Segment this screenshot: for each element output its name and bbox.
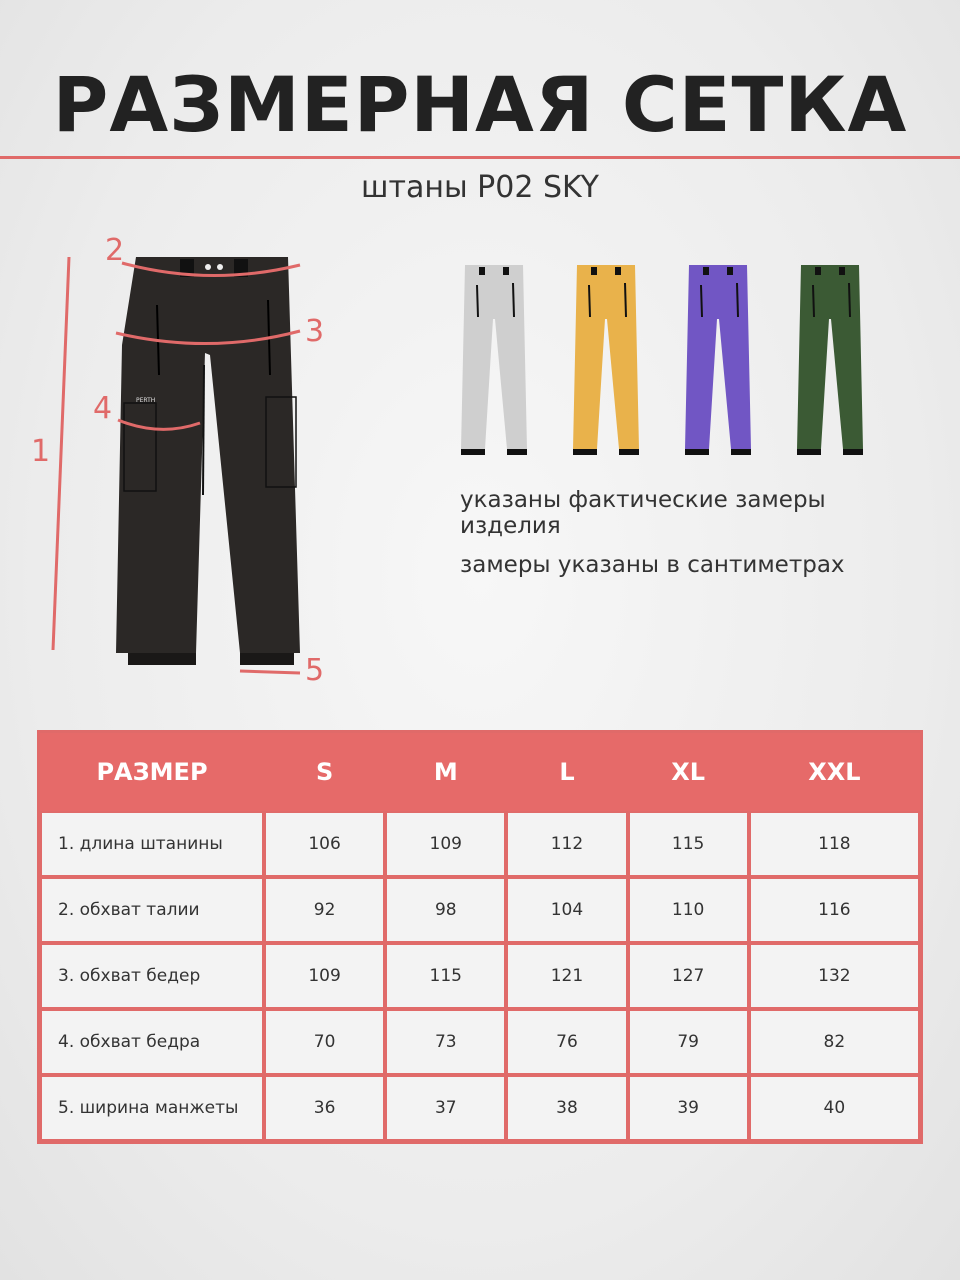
table-row (40, 877, 920, 943)
marker-1: 1 (31, 434, 51, 469)
cell-value: 110 (628, 877, 749, 943)
column-header-l: L (506, 733, 627, 811)
cell-value: 115 (628, 811, 749, 877)
column-header-m: M (385, 733, 506, 811)
pants-variant-green (797, 265, 863, 455)
column-header-xxl: XXL (749, 733, 920, 811)
cell-value: 118 (749, 811, 920, 877)
cell-value: 132 (749, 943, 920, 1009)
title-divider (0, 156, 960, 159)
size-table-header (40, 733, 920, 811)
row-label: 3. обхват бедер (40, 943, 264, 1009)
cell-value: 127 (628, 943, 749, 1009)
column-header-s: S (264, 733, 385, 811)
product-subtitle: штаны P02 SKY (361, 170, 599, 205)
note-actual-measurements: указаны фактические замеры изделия (460, 487, 826, 539)
row-label: 1. длина штанины (40, 811, 264, 877)
pants-variant-purple (685, 265, 751, 455)
column-header-size: РАЗМЕР (40, 733, 264, 811)
cell-value: 82 (749, 1009, 920, 1075)
cell-value: 79 (628, 1009, 749, 1075)
measurement-diagram (0, 225, 360, 695)
cell-value: 38 (506, 1075, 627, 1141)
cell-value: 40 (749, 1075, 920, 1141)
cell-value: 39 (628, 1075, 749, 1141)
page-title: РАЗМЕРНАЯ СЕТКА (52, 60, 908, 149)
marker-2: 2 (105, 233, 125, 268)
row-label: 5. ширина манжеты (40, 1075, 264, 1141)
marker-5: 5 (305, 653, 325, 688)
cell-value: 76 (506, 1009, 627, 1075)
row-label: 2. обхват талии (40, 877, 264, 943)
cell-value: 121 (506, 943, 627, 1009)
marker-3: 3 (305, 314, 325, 349)
pants-illustration (116, 257, 300, 665)
cell-value: 36 (264, 1075, 385, 1141)
column-header-xl: XL (628, 733, 749, 811)
cell-value: 106 (264, 811, 385, 877)
table-row (40, 1075, 920, 1141)
brand-label: PERTH (136, 397, 156, 404)
cell-value: 37 (385, 1075, 506, 1141)
table-row (40, 943, 920, 1009)
cell-value: 115 (385, 943, 506, 1009)
color-variants (455, 255, 895, 460)
cell-value: 116 (749, 877, 920, 943)
pants-variant-yellow (573, 265, 639, 455)
note-units: замеры указаны в сантиметрах (460, 552, 845, 578)
table-row (40, 1009, 920, 1075)
cell-value: 92 (264, 877, 385, 943)
cell-value: 70 (264, 1009, 385, 1075)
cell-value: 112 (506, 811, 627, 877)
size-table (37, 730, 923, 1144)
cell-value: 104 (506, 877, 627, 943)
table-row (40, 811, 920, 877)
marker-4: 4 (93, 391, 113, 426)
pants-variant-gray (461, 265, 527, 455)
cell-value: 109 (264, 943, 385, 1009)
cell-value: 109 (385, 811, 506, 877)
row-label: 4. обхват бедра (40, 1009, 264, 1075)
cell-value: 98 (385, 877, 506, 943)
cell-value: 73 (385, 1009, 506, 1075)
